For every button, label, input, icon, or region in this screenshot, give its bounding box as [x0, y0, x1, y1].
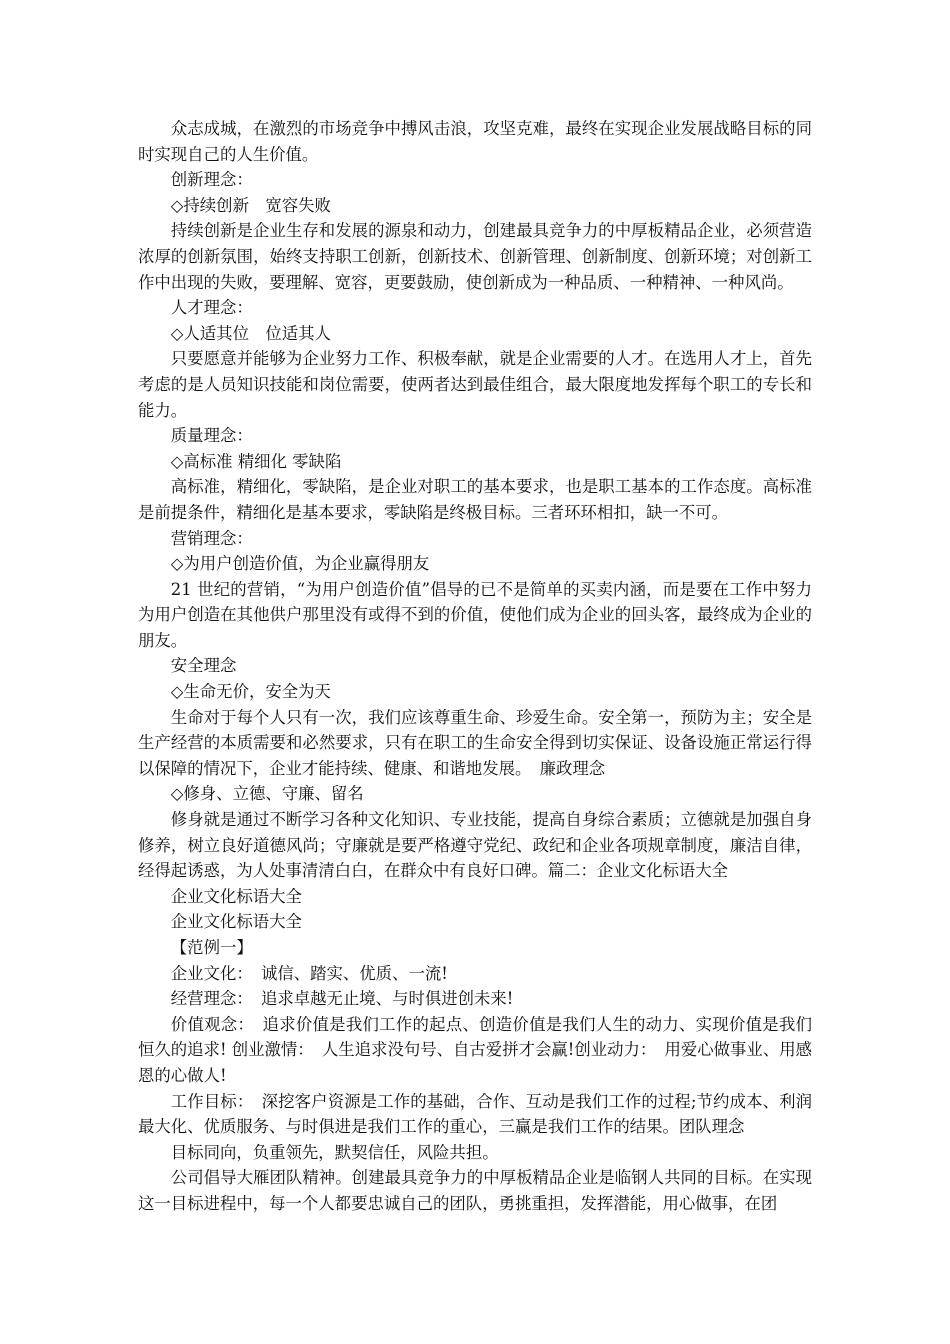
paragraph-values: 价值观念： 追求价值是我们工作的起点、创造价值是我们人生的动力、实现价值是我们恒久的追求! 创业激情： 人生追求没句号、自古爱拼才会赢!创业动力： 用爱心做事业、用感恩的心做人!	[138, 1014, 812, 1085]
paragraph-safety: 生命对于每个人只有一次，我们应该尊重生命、珍爱生命。安全第一，预防为主；安全是生产经营的本质需要和必然要求，只有在职工的生命安全得到切实保证、设备设施正常运行得以保障的情况下，企业才能持续、健康、和谐地发展。 廉政理念	[138, 707, 812, 778]
motto-quality: ◇高标准 精细化 零缺陷	[170, 451, 342, 471]
paragraph-work-goals: 工作目标： 深挖客户资源是工作的基础，合作、互动是我们工作的过程;节约成本、利润最大化、优质服务、与时俱进是我们工作的重心，三赢是我们工作的结果。团队理念	[138, 1091, 812, 1137]
paragraph-marketing: 21 世纪的营销，“为用户创造价值”倡导的已不是简单的买卖内涵，而是要在工作中努力为用户创造在其他供户那里没有或得不到的价值，使他们成为企业的回头客，最终成为企业的朋友。	[138, 579, 812, 650]
motto-safety: ◇生命无价，安全为天	[170, 682, 331, 702]
paragraph-talent: 只要愿意并能够为企业努力工作、积极奉献，就是企业需要的人才。在选用人才上，首先考虑的是人员知识技能和岗位需要，使两者达到最佳组合，最大限度地发挥每个职工的专长和能力。	[138, 349, 812, 420]
motto-integrity: ◇修身、立德、守廉、留名	[170, 784, 364, 804]
paragraph-culture: 企业文化： 诚信、踏实、优质、一流!	[170, 963, 448, 983]
paragraph-integrity: 修身就是通过不断学习各种文化知识、专业技能，提高自身综合素质；立德就是加强自身修养，树立良好道德风尚；守廉就是要严格遵守党纪、政纪和企业各项规章制度，廉洁自律，经得起诱惑，为人处事清清白白，在群众中有良好口碑。篇二：企业文化标语大全	[138, 810, 812, 881]
title-slogans-2: 企业文化标语大全	[170, 912, 302, 932]
heading-marketing: 营销理念：	[170, 528, 253, 548]
heading-safety: 安全理念	[170, 656, 237, 676]
paragraph-intro: 众志成城，在激烈的市场竞争中搏风击浪，攻坚克难，最终在实现企业发展战略目标的同时实现自己的人生价值。	[138, 119, 812, 164]
heading-innovation: 创新理念：	[170, 170, 253, 190]
motto-innovation: ◇持续创新 宽容失败	[170, 195, 331, 215]
heading-quality: 质量理念：	[170, 426, 253, 446]
motto-marketing: ◇为用户创造价值，为企业赢得朋友	[170, 554, 430, 574]
example-label: 【范例一】	[170, 938, 253, 957]
paragraph-quality: 高标准，精细化，零缺陷，是企业对职工的基本要求，也是职工基本的工作态度。高标准是前提条件，精细化是基本要求，零缺陷是终极目标。三者环环相扣，缺一不可。	[138, 477, 812, 522]
motto-talent: ◇人适其位 位适其人	[170, 323, 331, 343]
paragraph-innovation: 持续创新是企业生存和发展的源泉和动力，创建最具竞争力的中厚板精品企业，必须营造浓厚的创新氛围，始终支持职工创新，创新技术、创新管理、创新制度、创新环境；对创新工作中出现的失败，要理解、宽容，更要鼓励，使创新成为一种品质、一种精神、一种风尚。	[138, 221, 812, 292]
title-slogans-1: 企业文化标语大全	[170, 886, 302, 906]
paragraph-team-motto: 目标同向，负重领先，默契信任，风险共担。	[170, 1142, 499, 1162]
paragraph-business-philosophy: 经营理念： 追求卓越无止境、与时俱进创未来!	[170, 989, 514, 1009]
document-body	[138, 116, 812, 1217]
heading-talent: 人才理念：	[170, 298, 253, 318]
paragraph-team-spirit: 公司倡导大雁团队精神。创建最具竞争力的中厚板精品企业是临钢人共同的目标。在实现这一目标进程中，每一个人都要忠诚自己的团队，勇挑重担，发挥潜能，用心做事，在团	[138, 1168, 812, 1213]
